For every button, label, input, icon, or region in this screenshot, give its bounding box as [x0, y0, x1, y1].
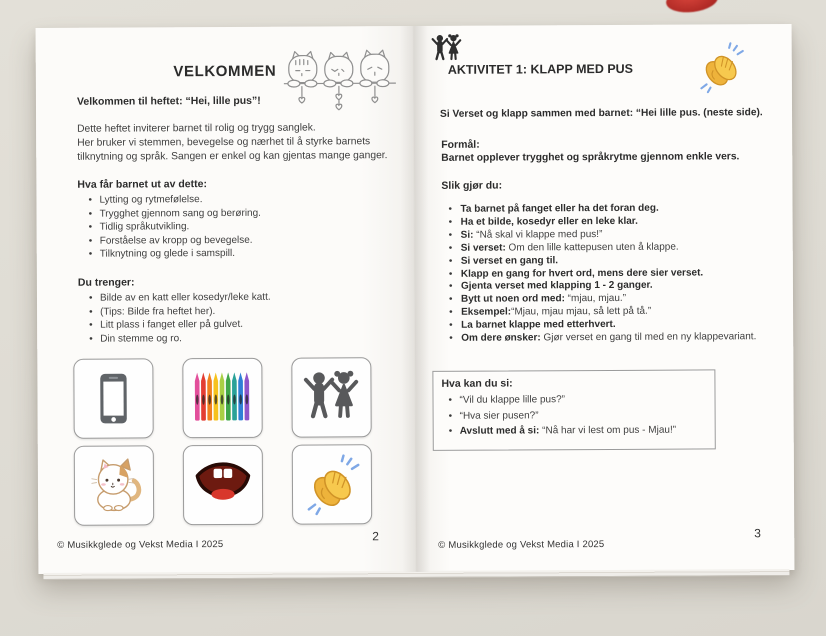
- list-item: • Tilknytning og glede i samspill.: [78, 247, 261, 261]
- intro-paragraph: Dette heftet inviterer barnet til rolig og trygg sanglek. Her bruker vi stemmen, bevegelse og nærhet til å styrke barnets tilknytning og språk. Sangen er enkel og kan gjentas mange ganger.: [77, 122, 388, 163]
- needs-list: [78, 291, 271, 346]
- copyright-footer: © Musikkglede og Vekst Media I 2025: [438, 539, 605, 551]
- list-item: • “Hva sier pusen?”: [442, 407, 707, 424]
- say-box: [432, 369, 715, 450]
- picture-tile: [182, 358, 262, 438]
- say-box-list: [441, 391, 706, 439]
- list-item: • Klapp en gang for hvert ord, mens dere sier verset.: [443, 267, 756, 282]
- cat-icon: [83, 454, 145, 516]
- list-item: • Lytting og rytmefølelse.: [77, 193, 260, 207]
- activity-intro: Si Verset og klapp sammen med barnet: “Hei lille pus. (neste side).: [440, 107, 763, 120]
- list-item: • Si verset: Om den lille kattepusen uten å klappe.: [443, 241, 756, 256]
- activity-title: AKTIVITET 1: KLAPP MED PUS: [447, 61, 634, 77]
- list-item: • Litt plass i fanget eller på gulvet.: [78, 318, 271, 333]
- picture-tile: [183, 445, 263, 525]
- list-item: • Bytt ut noen ord med: “mjau, mjau.”: [443, 293, 756, 308]
- picture-tile: [74, 445, 154, 525]
- picture-tile: [291, 357, 371, 437]
- list-item: • La barnet klappe med etterhvert.: [443, 318, 756, 333]
- page-right: [414, 24, 795, 572]
- smartphone-icon: [82, 367, 144, 429]
- clapping-hands-icon: [301, 453, 363, 515]
- list-item: • “Vil du klappe lille pus?”: [441, 391, 706, 408]
- list-item: • Eksempel:“Mjau, mjau mjau, så lett på tå.”: [443, 305, 756, 320]
- page-number: 2: [372, 529, 379, 544]
- children-icon: [430, 32, 464, 66]
- list-item: • Ha et bilde, kosedyr eller en leke klar.: [443, 215, 756, 230]
- page-number: 3: [754, 526, 761, 541]
- list-item: • Avslutt med å si: “Nå har vi lest om pus - Mjau!”: [442, 422, 707, 439]
- copyright-footer: © Musikkglede og Vekst Media I 2025: [57, 539, 224, 551]
- list-item: • Forståelse av kropp og bevegelse.: [78, 233, 261, 247]
- purpose-heading: Formål:: [441, 138, 480, 151]
- purpose-text: Barnet opplever trygghet og språkrytme gjennom enkle vers.: [441, 151, 740, 164]
- needs-heading: Du trenger:: [77, 276, 135, 289]
- list-item: • Tidlig språkutvikling.: [78, 220, 261, 234]
- list-item: • Si verset en gang til.: [443, 254, 756, 269]
- red-flower-fragment: [665, 0, 720, 15]
- benefits-list: [77, 193, 261, 261]
- picture-tile: [292, 444, 372, 524]
- mouth-icon: [192, 454, 254, 516]
- benefits-heading: Hva får barnet ut av dette:: [77, 178, 207, 191]
- list-item: • (Tips: Bilde fra heftet her).: [78, 304, 271, 319]
- steps-list: [443, 202, 757, 346]
- list-item: • Gjenta verset med klapping 1 - 2 ganger.: [443, 280, 756, 295]
- list-item: • Si: “Nå skal vi klappe med pus!”: [443, 228, 756, 243]
- list-item: • Trygghet gjennom sang og berøring.: [78, 206, 261, 220]
- list-item: • Om dere ønsker: Gjør verset en gang til med en ny klappevariant.: [443, 331, 756, 346]
- crayons-icon: [191, 367, 253, 429]
- clapping-hands-icon: [695, 41, 747, 93]
- booklet-spread: [36, 24, 795, 574]
- steps-heading: Slik gjør du:: [441, 179, 503, 192]
- page-left: [36, 26, 417, 574]
- list-item: • Bilde av en katt eller kosedyr/leke katt.: [78, 291, 271, 306]
- list-item: • Din stemme og ro.: [78, 331, 271, 346]
- picture-tile: [73, 358, 153, 438]
- children-icon: [300, 366, 362, 428]
- picture-tiles-grid: [73, 357, 372, 526]
- list-item: • Ta barnet på fanget eller ha det foran deg.: [443, 202, 756, 217]
- say-box-heading: Hva kan du si:: [441, 377, 513, 390]
- page-title: VELKOMMEN: [173, 62, 277, 81]
- intro-heading: Velkommen til heftet: “Hei, lille pus”!: [76, 94, 261, 108]
